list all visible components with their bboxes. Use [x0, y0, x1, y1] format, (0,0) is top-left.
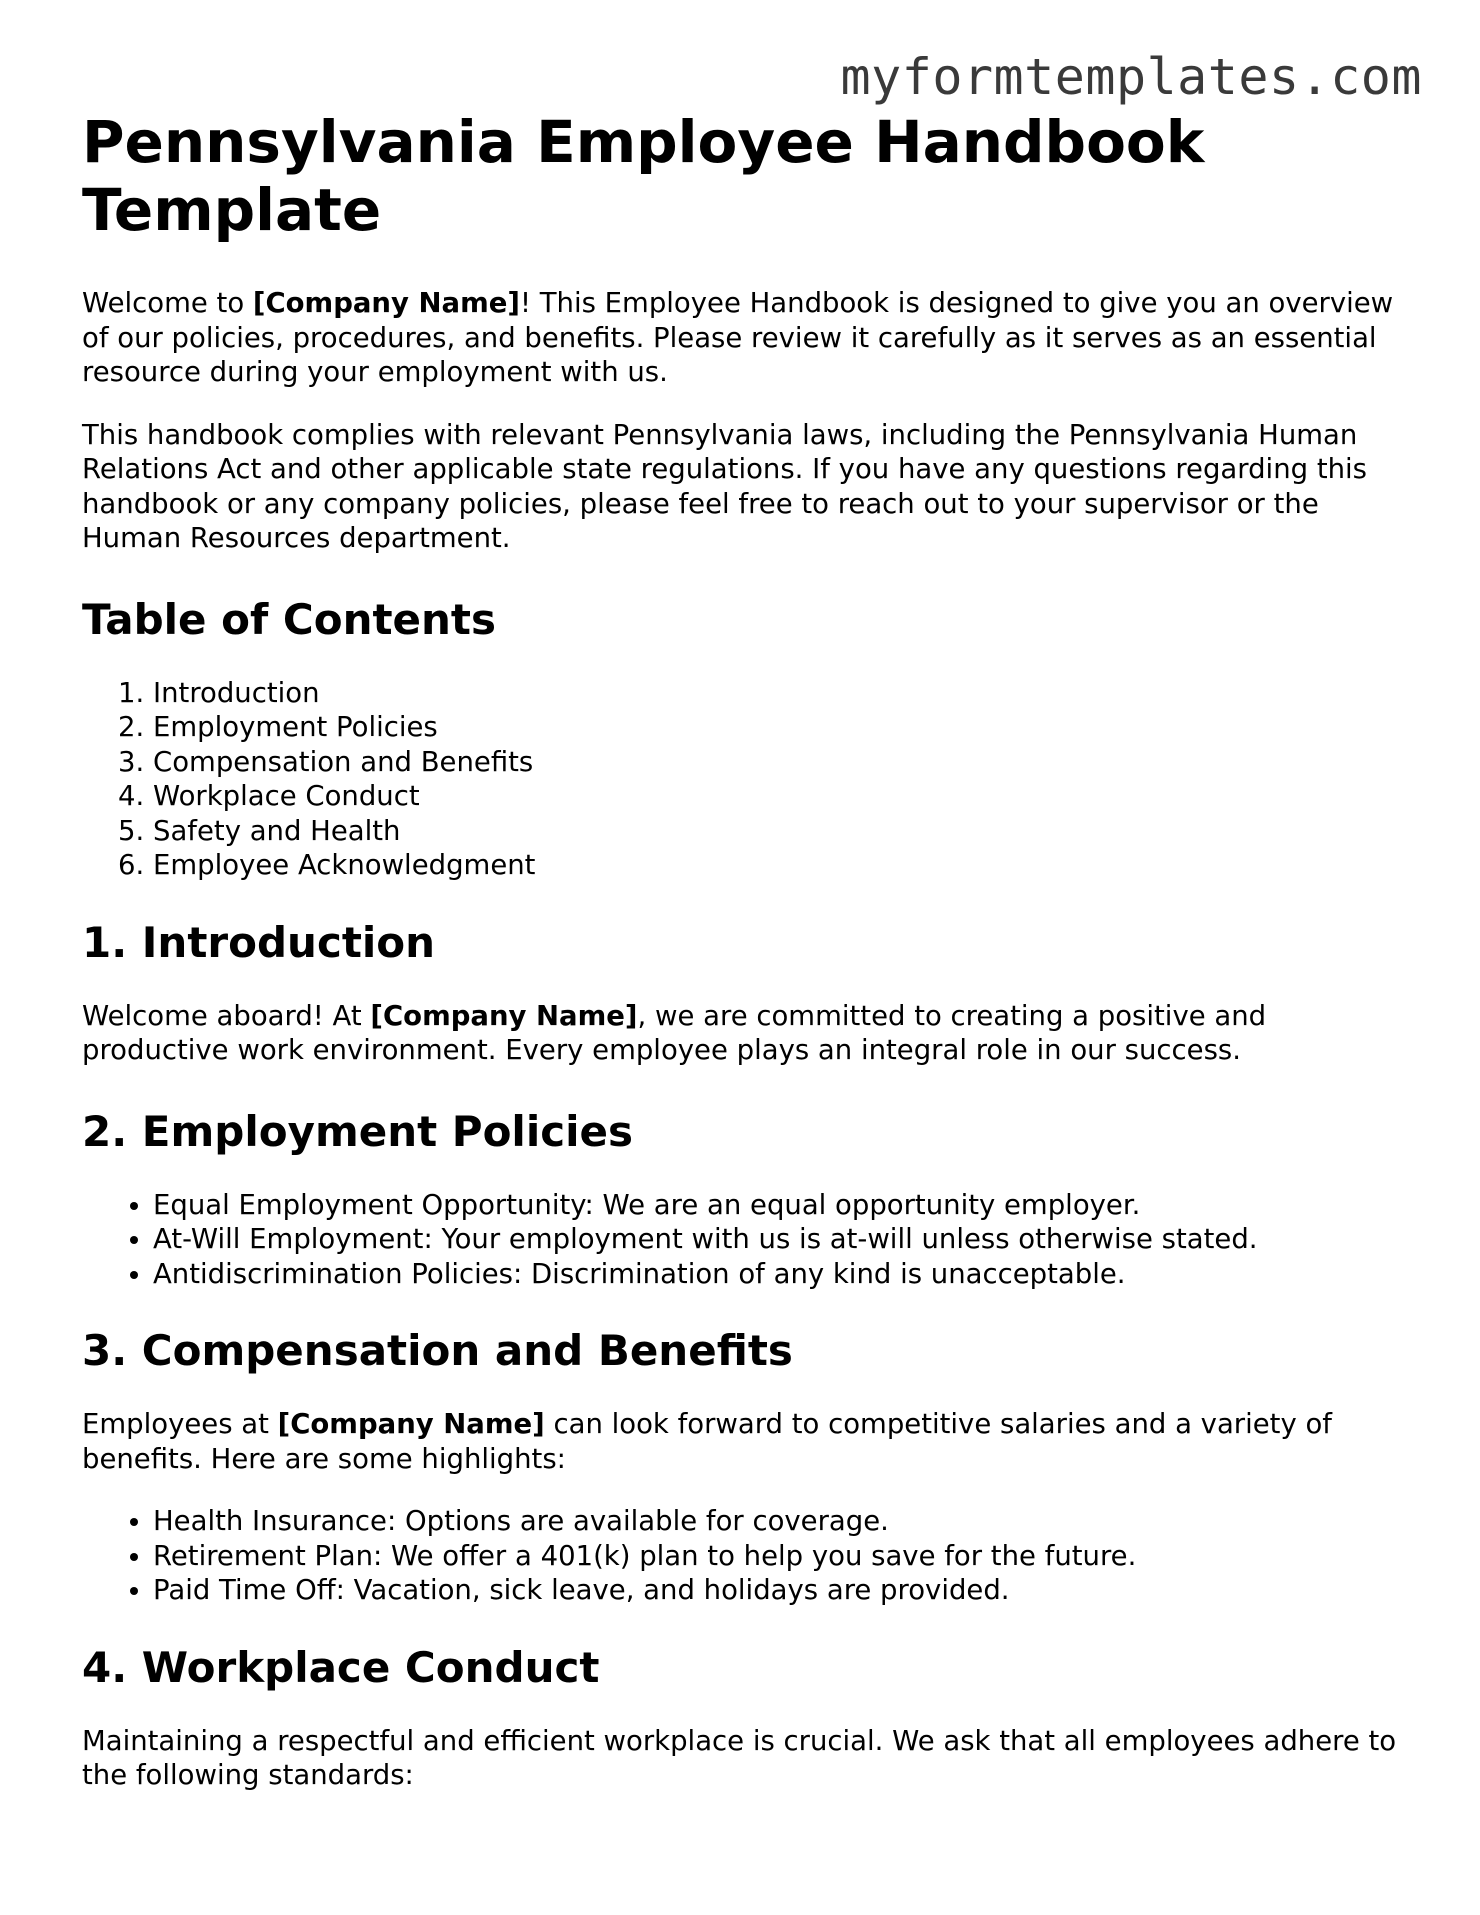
- list-item: • Retirement Plan: We offer a 401(k) plan to help you save for the future.: [153, 1539, 1402, 1574]
- list-item: • Paid Time Off: Vacation, sick leave, and holidays are provided.: [153, 1573, 1402, 1608]
- toc-item: 5. Safety and Health: [153, 814, 1402, 849]
- section-compensation-text: [82, 1407, 1402, 1476]
- intro-paragraph-1: [82, 286, 1402, 390]
- list-item: • Antidiscrimination Policies: Discrimination of any kind is unacceptable.: [153, 1257, 1402, 1292]
- toc-item: 6. Employee Acknowledgment: [153, 848, 1402, 883]
- list-item: • Equal Employment Opportunity: We are an equal opportunity employer.: [153, 1188, 1402, 1223]
- toc-heading: Table of Contents: [82, 594, 497, 644]
- list-item: • Health Insurance: Options are available for coverage.: [153, 1504, 1402, 1539]
- toc-item: 1. Introduction: [153, 676, 1402, 711]
- section-introduction-text: [82, 999, 1402, 1068]
- section3-after: can look forward to competitive salaries and a variety of benefits. Here are some highlights:: [82, 1408, 1332, 1475]
- site-watermark: myformtemplates.com: [840, 48, 1422, 106]
- company-name-placeholder: [Company Name]: [277, 1408, 545, 1440]
- list-item: • At-Will Employment: Your employment with us is at-will unless otherwise stated.: [153, 1222, 1402, 1257]
- company-name-placeholder: [Company Name]: [370, 999, 638, 1032]
- toc-item: 3. Compensation and Benefits: [153, 745, 1402, 780]
- section-heading-workplace-conduct: 4. Workplace Conduct: [82, 1642, 600, 1692]
- toc-item: 4. Workplace Conduct: [153, 779, 1402, 814]
- document-page: [82, 108, 1402, 1821]
- section3-before: Employees at: [82, 1408, 278, 1440]
- section1-before: Welcome aboard! At: [82, 999, 371, 1032]
- benefits-list: [82, 1504, 1402, 1608]
- company-name-placeholder: [Company Name]: [252, 287, 520, 319]
- toc-item: 2. Employment Policies: [153, 710, 1402, 745]
- intro-paragraph-2: This handbook complies with relevant Pennsylvania laws, including the Pennsylvania Human Relations Act and other applicable state regulations. If you have any questions regarding this handbook or any company policies, please feel free to reach out to your supervisor or the Human Resources department.: [82, 418, 1367, 554]
- employment-policies-list: [82, 1188, 1402, 1292]
- toc-list: [82, 676, 1402, 883]
- section-heading-employment-policies: 2. Employment Policies: [82, 1106, 634, 1156]
- section-heading-introduction: 1. Introduction: [82, 917, 436, 967]
- intro-p1-before: Welcome to: [82, 287, 253, 319]
- section-heading-compensation: 3. Compensation and Benefits: [82, 1326, 793, 1375]
- page-title: Pennsylvania Employee Handbook Template: [82, 108, 1205, 244]
- section-workplace-conduct-text: Maintaining a respectful and efficient workplace is crucial. We ask that all employees adhere to the following standards:: [82, 1724, 1397, 1791]
- section1-after: , we are committed to creating a positive and productive work environment. Every employee plays an integral role in our success.: [82, 999, 1267, 1066]
- intro-p1-after: ! This Employee Handbook is designed to give you an overview of our policies, procedures, and benefits. Please review it carefully as it serves as an essential resource during your employment with us.: [82, 287, 1394, 388]
